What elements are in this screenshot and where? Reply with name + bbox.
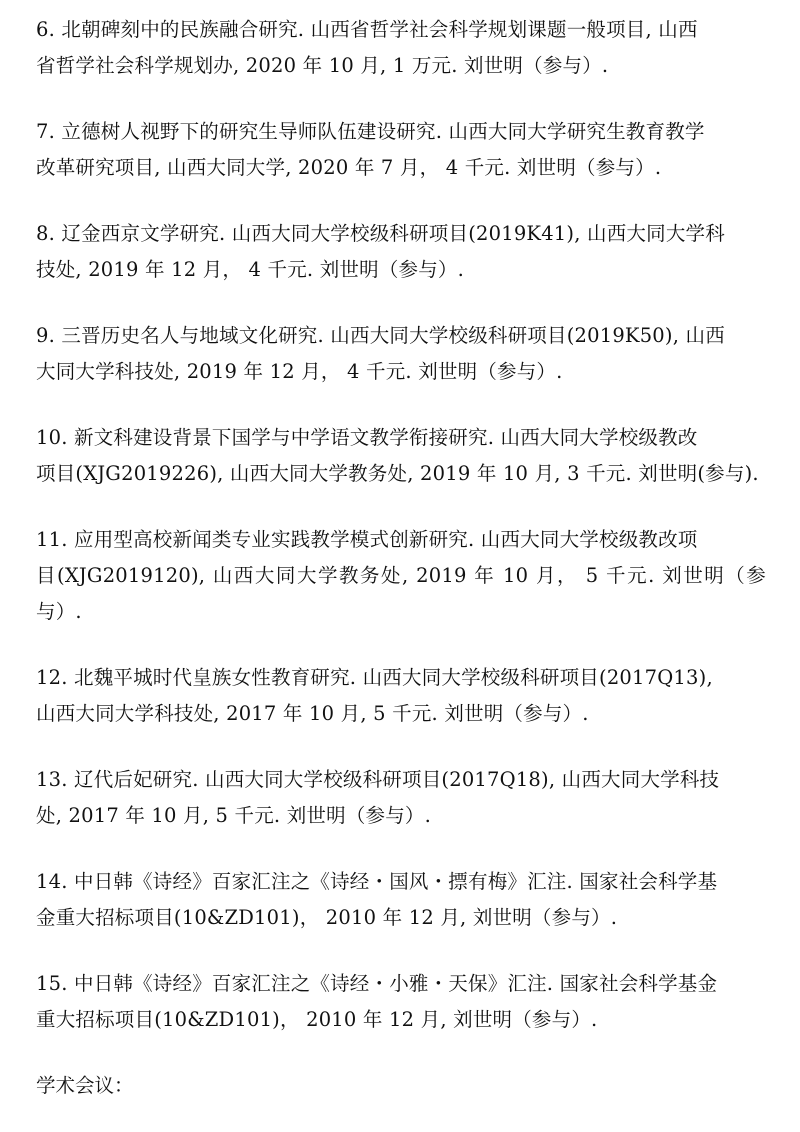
entry-line: 13. 辽代后妃研究. 山西大同大学校级科研项目(2017Q18), 山西大同大学科技 (36, 768, 720, 791)
entry-line: 项目(XJG2019226), 山西大同大学教务处, 2019 年 10 月, 3 千元. 刘世明(参与). (36, 462, 759, 485)
entry-line: 处, 2017 年 10 月, 5 千元. 刘世明（参与）. (36, 804, 432, 827)
entry-line: 12. 北魏平城时代皇族女性教育研究. 山西大同大学校级科研项目(2017Q13), (36, 666, 713, 689)
entry-line: 改革研究项目, 山西大同大学, 2020 年 7 月， 4 千元. 刘世明（参与）. (36, 156, 662, 179)
entry-line: 7. 立德树人视野下的研究生导师队伍建设研究. 山西大同大学研究生教育教学 (36, 120, 705, 143)
section-heading-academic-conferences: 学术会议： (36, 1074, 134, 1097)
project-entry-8 (36, 216, 766, 288)
project-entry-13 (36, 762, 766, 834)
entry-line: 技处, 2019 年 12 月， 4 千元. 刘世明（参与）. (36, 258, 465, 281)
entry-line: 金重大招标项目(10&ZD101)， 2010 年 12 月, 刘世明（参与）. (36, 906, 618, 929)
entry-line: 11. 应用型高校新闻类专业实践教学模式创新研究. 山西大同大学校级教改项 (36, 528, 698, 551)
project-entry-15 (36, 966, 766, 1038)
project-entry-6 (36, 12, 766, 84)
project-entry-14 (36, 864, 766, 936)
entry-line: 10. 新文科建设背景下国学与中学语文教学衔接研究. 山西大同大学校级教改 (36, 426, 698, 449)
project-entry-12 (36, 660, 766, 732)
entry-line: 目(XJG2019120), 山西大同大学教务处, 2019 年 10 月， 5 千元. 刘世明（参与）. (36, 564, 766, 623)
entry-line: 重大招标项目(10&ZD101)， 2010 年 12 月, 刘世明（参与）. (36, 1008, 598, 1031)
project-entry-9 (36, 318, 766, 390)
project-entry-10 (36, 420, 766, 492)
entry-line: 15. 中日韩《诗经》百家汇注之《诗经・小雅・天保》汇注. 国家社会科学基金 (36, 972, 718, 995)
entry-line: 山西大同大学科技处, 2017 年 10 月, 5 千元. 刘世明（参与）. (36, 702, 589, 725)
entry-line: 大同大学科技处, 2019 年 12 月， 4 千元. 刘世明（参与）. (36, 360, 563, 383)
entry-line: 9. 三晋历史名人与地域文化研究. 山西大同大学校级科研项目(2019K50), 山西 (36, 324, 725, 347)
entry-line: 6. 北朝碑刻中的民族融合研究. 山西省哲学社会科学规划课题一般项目, 山西 (36, 18, 698, 41)
entry-line: 8. 辽金西京文学研究. 山西大同大学校级科研项目(2019K41), 山西大同大学科 (36, 222, 725, 245)
project-entry-7 (36, 114, 766, 186)
entry-line: 14. 中日韩《诗经》百家汇注之《诗经・国风・摽有梅》汇注. 国家社会科学基 (36, 870, 718, 893)
entry-line: 省哲学社会科学规划办, 2020 年 10 月, 1 万元. 刘世明（参与）. (36, 54, 609, 77)
project-entry-11 (36, 522, 766, 630)
